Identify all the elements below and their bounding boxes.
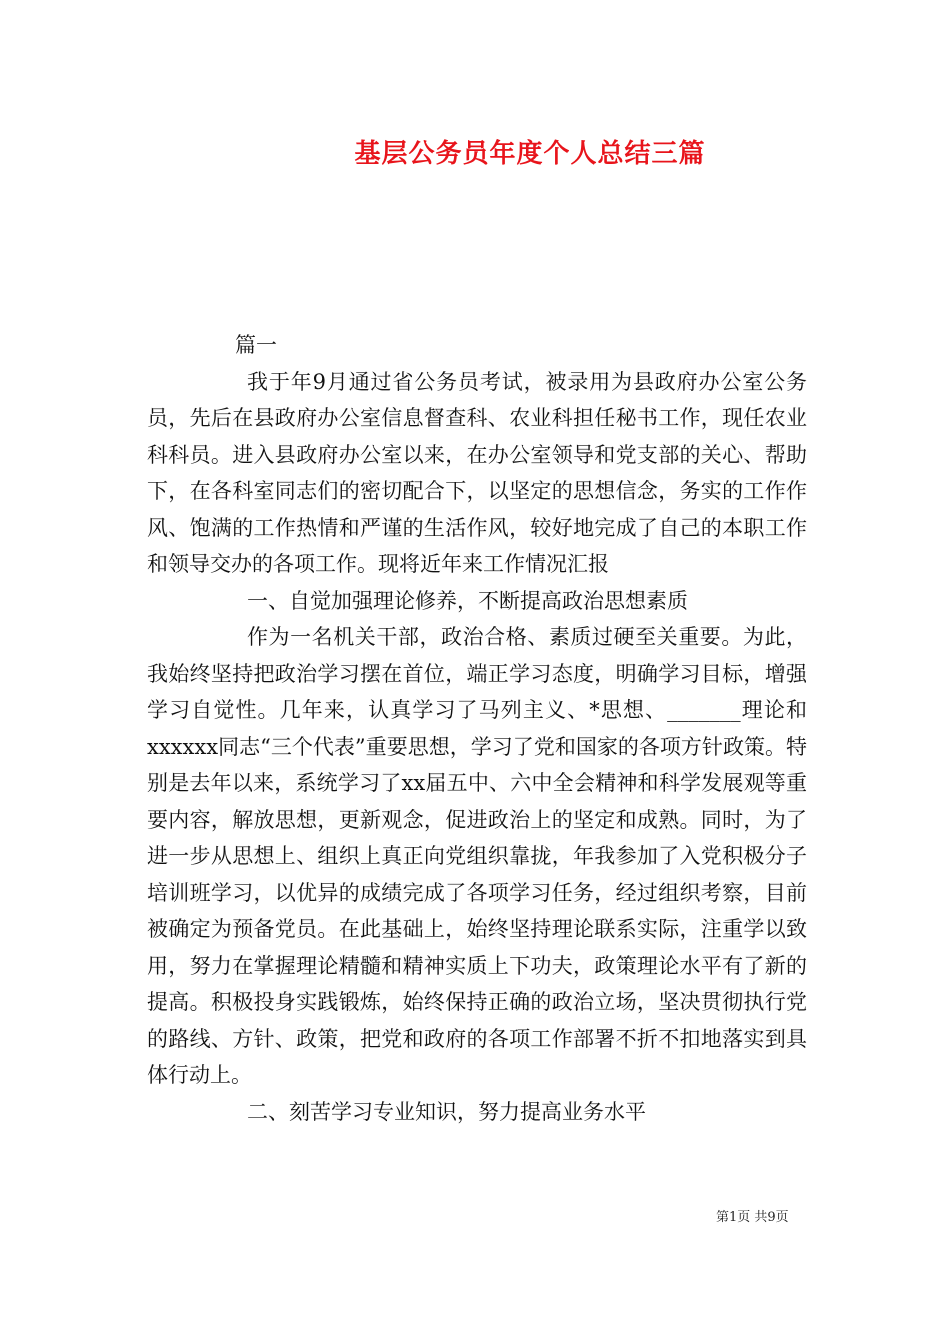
section-label: 篇一 <box>235 333 277 357</box>
paragraph-political-study: 作为一名机关干部，政治合格、素质过硬至关重要。为此，我始终坚持把政治学习摆在首位，端正学习态度，明确学习目标，增强学习自觉性。几年来，认真学习了马列主义、*思想、_______理论和xxxxxx同志“三个代表”重要思想，学习了党和国家的各项方针政策。特别是去年以来，系统学习了xx届五中、六中全会精神和科学发展观等重要内容，解放思想，更新观念，促进政治上的坚定和成熟。同时，为了进一步从思想上、组织上真正向党组织靠拢，年我参加了入党积极分子培训班学习，以优异的成绩完成了各项学习任务，经过组织考察，目前被确定为预备党员。在此基础上，始终坚持理论联系实际，注重学以致用，努力在掌握理论精髓和精神实质上下功夫，政策理论水平有了新的提高。积极投身实践锻炼，始终保持正确的政治立场，坚决贯彻执行党的路线、方针、政策，把党和政府的各项工作部署不折不扣地落实到具体行动上。 <box>147 625 807 1087</box>
document-body <box>147 327 807 1130</box>
document-title: 基层公务员年度个人总结三篇 <box>354 139 706 169</box>
page-number: 第1页 共9页 <box>716 1210 789 1225</box>
heading-two: 二、刻苦学习专业知识，努力提高业务水平 <box>247 1099 646 1124</box>
paragraph-intro: 我于年9月通过省公务员考试，被录用为县政府办公室公务员，先后在县政府办公室信息督查科、农业科担任秘书工作，现任农业科科员。进入县政府办公室以来，在办公室领导和党支部的关心、帮助下，在各科室同志们的密切配合下，以坚定的思想信念，务实的工作作风、饱满的工作热情和严谨的生活作风，较好地完成了自己的本职工作和领导交办的各项工作。现将近年来工作情况汇报 <box>147 369 807 576</box>
heading-one: 一、自觉加强理论修养，不断提高政治思想素质 <box>247 588 688 613</box>
